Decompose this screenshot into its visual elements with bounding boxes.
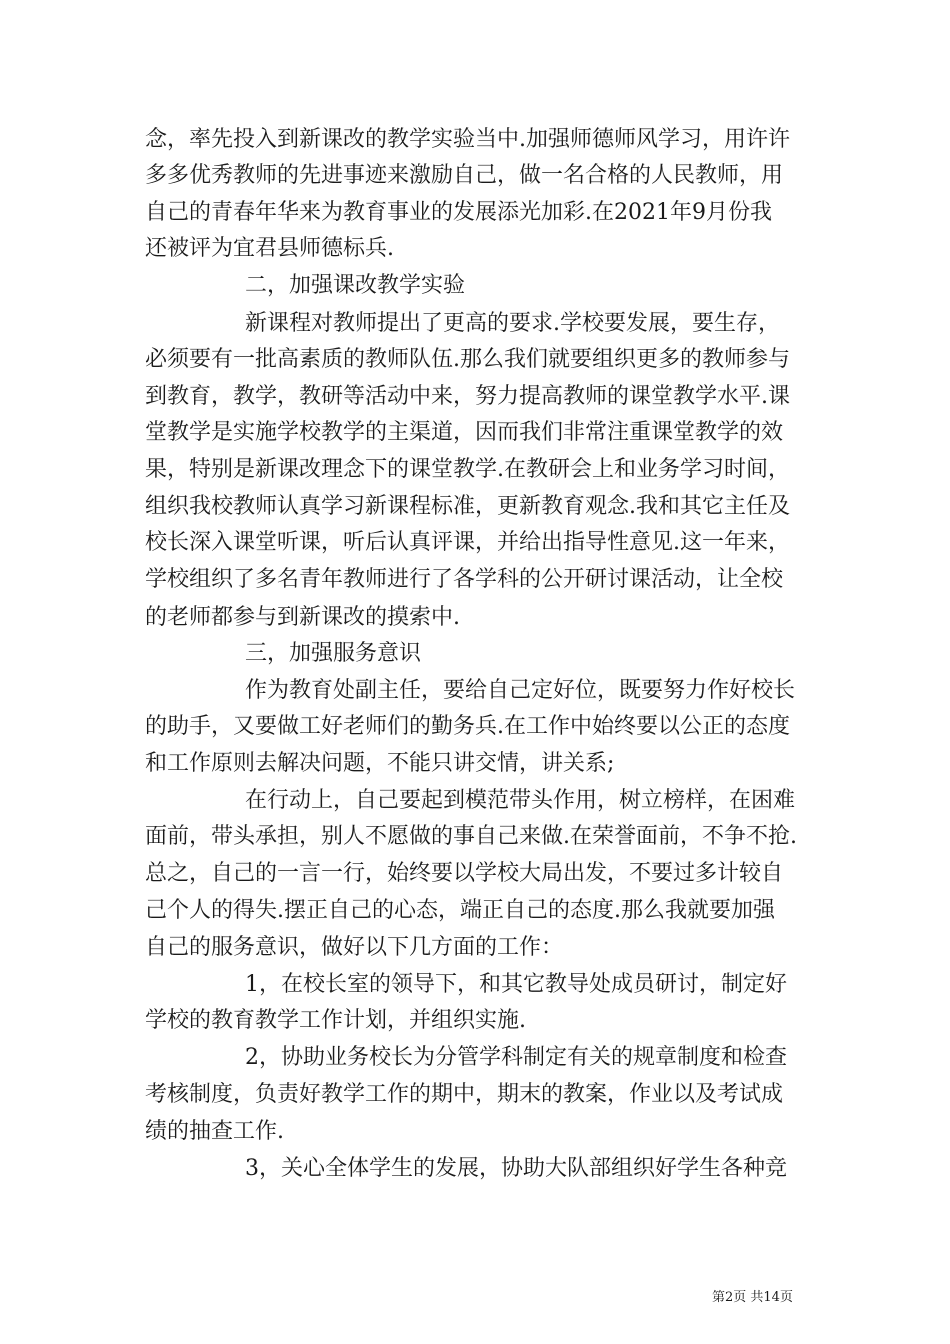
page-number: 第2页 共14页	[712, 1290, 793, 1305]
body-line: 新课程对教师提出了更高的要求.学校要发展，要生存，	[245, 311, 780, 336]
body-line: 的老师都参与到新课改的摸索中.	[145, 605, 460, 630]
section-heading: 二，加强课改教学实验	[245, 273, 466, 298]
body-line: 堂教学是实施学校教学的主渠道，因而我们非常注重课堂教学的效	[145, 420, 784, 445]
body-line: 面前，带头承担，别人不愿做的事自己来做.在荣誉面前，不争不抢.	[145, 824, 797, 849]
body-line: 的助手，又要做工好老师们的勤务兵.在工作中始终要以公正的态度	[145, 714, 790, 739]
body-line: 作为教育处副主任，要给自己定好位，既要努力作好校长	[245, 678, 796, 703]
body-line: 念，率先投入到新课改的教学实验当中.加强师德师风学习，用许许	[145, 127, 790, 152]
body-line: 己个人的得失.摆正自己的心态，端正自己的态度.那么我就要加强	[145, 898, 775, 923]
body-line: 果，特别是新课改理念下的课堂教学.在教研会上和业务学习时间，	[145, 457, 790, 482]
body-line: 绩的抽查工作.	[145, 1119, 284, 1144]
body-line: 2，协助业务校长为分管学科制定有关的规章制度和检查	[245, 1045, 787, 1070]
body-line: 自己的服务意识，做好以下几方面的工作：	[145, 935, 564, 960]
body-line: 必须要有一批高素质的教师队伍.那么我们就要组织更多的教师参与	[145, 347, 790, 372]
body-line: 还被评为宜君县师德标兵.	[145, 236, 394, 261]
body-line: 在行动上，自己要起到模范带头作用，树立榜样，在困难	[245, 788, 796, 813]
section-heading: 三，加强服务意识	[245, 641, 422, 666]
body-line: 学校的教育教学工作计划，并组织实施.	[145, 1008, 526, 1033]
body-line: 组织我校教师认真学习新课程标准，更新教育观念.我和其它主任及	[145, 494, 790, 519]
body-line: 校长深入课堂听课，听后认真评课，并给出指导性意见.这一年来，	[145, 530, 790, 555]
body-line: 多多优秀教师的先进事迹来激励自己，做一名合格的人民教师，用	[145, 163, 784, 188]
body-line: 和工作原则去解决问题，不能只讲交情，讲关系;	[145, 751, 615, 776]
body-line: 到教育，教学，教研等活动中来，努力提高教师的课堂教学水平.课	[145, 384, 790, 409]
body-line: 学校组织了多名青年教师进行了各学科的公开研讨课活动，让全校	[145, 567, 784, 592]
body-line: 总之，自己的一言一行，始终要以学校大局出发，不要过多计较自	[145, 861, 784, 886]
body-line: 1，在校长室的领导下，和其它教导处成员研讨，制定好	[245, 972, 787, 997]
body-line: 自己的青春年华来为教育事业的发展添光加彩.在2021年9月份我	[145, 200, 772, 225]
body-line: 3，关心全体学生的发展，协助大队部组织好学生各种竞	[245, 1156, 787, 1181]
body-line: 考核制度，负责好教学工作的期中，期末的教案，作业以及考试成	[145, 1082, 784, 1107]
